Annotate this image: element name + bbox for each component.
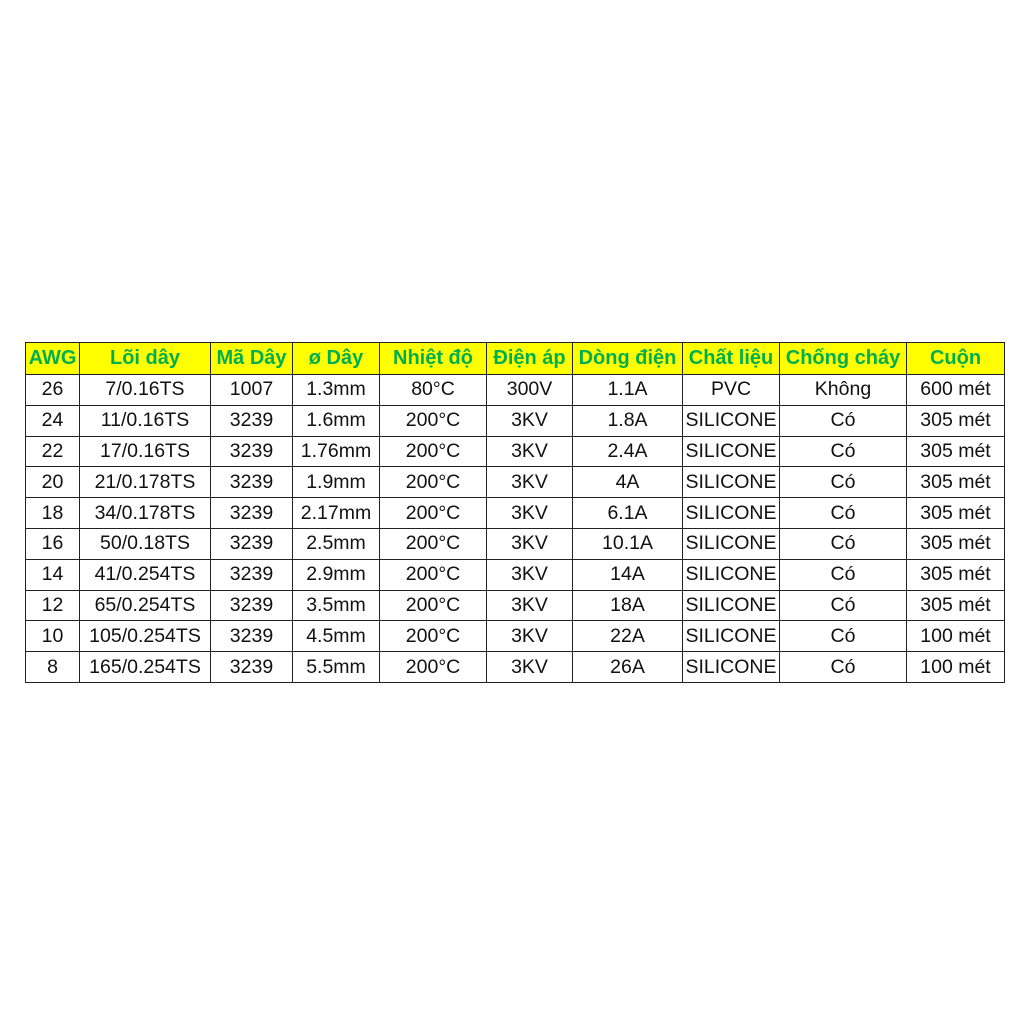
- cell-current: 22A: [573, 621, 683, 652]
- cell-material: SILICONE: [683, 528, 780, 559]
- cell-roll: 600 mét: [907, 375, 1005, 406]
- cell-temperature: 80°C: [380, 375, 487, 406]
- cell-fireproof: Có: [780, 621, 907, 652]
- cell-temperature: 200°C: [380, 528, 487, 559]
- table-row: [26, 375, 1005, 406]
- cell-roll: 305 mét: [907, 498, 1005, 529]
- header-awg: AWG: [26, 343, 80, 375]
- cell-voltage: 3KV: [487, 498, 573, 529]
- cell-roll: 305 mét: [907, 559, 1005, 590]
- table-row: [26, 559, 1005, 590]
- cell-diameter: 1.76mm: [293, 436, 380, 467]
- cell-temperature: 200°C: [380, 436, 487, 467]
- cell-fireproof: Có: [780, 467, 907, 498]
- cell-fireproof: Có: [780, 559, 907, 590]
- cell-core: 17/0.16TS: [80, 436, 211, 467]
- cell-awg: 26: [26, 375, 80, 406]
- cell-awg: 12: [26, 590, 80, 621]
- cell-material: SILICONE: [683, 621, 780, 652]
- cell-diameter: 5.5mm: [293, 652, 380, 683]
- cell-temperature: 200°C: [380, 652, 487, 683]
- cell-temperature: 200°C: [380, 405, 487, 436]
- table-row: [26, 621, 1005, 652]
- cell-core: 65/0.254TS: [80, 590, 211, 621]
- cell-current: 1.1A: [573, 375, 683, 406]
- table-row: [26, 498, 1005, 529]
- cell-core: 11/0.16TS: [80, 405, 211, 436]
- cell-material: SILICONE: [683, 436, 780, 467]
- cell-diameter: 2.17mm: [293, 498, 380, 529]
- cell-fireproof: Không: [780, 375, 907, 406]
- cell-wire-code: 3239: [211, 590, 293, 621]
- cell-wire-code: 3239: [211, 621, 293, 652]
- cell-wire-code: 3239: [211, 652, 293, 683]
- header-wire-code: Mã Dây: [211, 343, 293, 375]
- cell-material: PVC: [683, 375, 780, 406]
- header-roll: Cuộn: [907, 343, 1005, 375]
- cell-awg: 22: [26, 436, 80, 467]
- cell-voltage: 3KV: [487, 436, 573, 467]
- cell-wire-code: 3239: [211, 436, 293, 467]
- cell-voltage: 3KV: [487, 621, 573, 652]
- cell-current: 4A: [573, 467, 683, 498]
- cell-fireproof: Có: [780, 498, 907, 529]
- cell-material: SILICONE: [683, 467, 780, 498]
- cell-wire-code: 3239: [211, 498, 293, 529]
- header-row: [26, 343, 1005, 375]
- cell-core: 7/0.16TS: [80, 375, 211, 406]
- cell-fireproof: Có: [780, 405, 907, 436]
- cell-temperature: 200°C: [380, 590, 487, 621]
- cell-current: 18A: [573, 590, 683, 621]
- cell-diameter: 2.5mm: [293, 528, 380, 559]
- cell-fireproof: Có: [780, 652, 907, 683]
- table-row: [26, 590, 1005, 621]
- cell-wire-code: 3239: [211, 467, 293, 498]
- cell-core: 105/0.254TS: [80, 621, 211, 652]
- cell-voltage: 3KV: [487, 652, 573, 683]
- header-material: Chất liệu: [683, 343, 780, 375]
- cell-temperature: 200°C: [380, 467, 487, 498]
- cell-diameter: 1.6mm: [293, 405, 380, 436]
- cell-fireproof: Có: [780, 436, 907, 467]
- cell-roll: 305 mét: [907, 436, 1005, 467]
- cell-current: 1.8A: [573, 405, 683, 436]
- cell-temperature: 200°C: [380, 498, 487, 529]
- cell-core: 21/0.178TS: [80, 467, 211, 498]
- cell-wire-code: 1007: [211, 375, 293, 406]
- header-core: Lõi dây: [80, 343, 211, 375]
- header-fireproof: Chống cháy: [780, 343, 907, 375]
- cell-awg: 8: [26, 652, 80, 683]
- cell-core: 41/0.254TS: [80, 559, 211, 590]
- cell-current: 14A: [573, 559, 683, 590]
- cell-awg: 10: [26, 621, 80, 652]
- table-row: [26, 436, 1005, 467]
- cell-material: SILICONE: [683, 590, 780, 621]
- table-row: [26, 405, 1005, 436]
- cell-diameter: 1.3mm: [293, 375, 380, 406]
- cell-current: 26A: [573, 652, 683, 683]
- cell-diameter: 3.5mm: [293, 590, 380, 621]
- cell-voltage: 3KV: [487, 590, 573, 621]
- header-diameter: ø Dây: [293, 343, 380, 375]
- cell-fireproof: Có: [780, 528, 907, 559]
- cell-awg: 24: [26, 405, 80, 436]
- header-current: Dòng điện: [573, 343, 683, 375]
- cell-diameter: 4.5mm: [293, 621, 380, 652]
- cell-roll: 100 mét: [907, 652, 1005, 683]
- cell-voltage: 300V: [487, 375, 573, 406]
- cell-temperature: 200°C: [380, 559, 487, 590]
- cell-material: SILICONE: [683, 405, 780, 436]
- cell-roll: 305 mét: [907, 590, 1005, 621]
- cell-core: 165/0.254TS: [80, 652, 211, 683]
- table-row: [26, 652, 1005, 683]
- table-row: [26, 528, 1005, 559]
- cell-diameter: 1.9mm: [293, 467, 380, 498]
- cell-wire-code: 3239: [211, 405, 293, 436]
- cell-roll: 305 mét: [907, 528, 1005, 559]
- wire-spec-table: [25, 342, 1005, 683]
- cell-awg: 16: [26, 528, 80, 559]
- cell-awg: 14: [26, 559, 80, 590]
- cell-voltage: 3KV: [487, 405, 573, 436]
- cell-roll: 305 mét: [907, 467, 1005, 498]
- cell-material: SILICONE: [683, 498, 780, 529]
- cell-wire-code: 3239: [211, 559, 293, 590]
- cell-core: 50/0.18TS: [80, 528, 211, 559]
- cell-awg: 20: [26, 467, 80, 498]
- cell-voltage: 3KV: [487, 467, 573, 498]
- cell-current: 10.1A: [573, 528, 683, 559]
- wire-spec-table-container: [25, 342, 1004, 683]
- table-row: [26, 467, 1005, 498]
- cell-current: 6.1A: [573, 498, 683, 529]
- cell-awg: 18: [26, 498, 80, 529]
- cell-wire-code: 3239: [211, 528, 293, 559]
- cell-core: 34/0.178TS: [80, 498, 211, 529]
- cell-material: SILICONE: [683, 652, 780, 683]
- cell-roll: 100 mét: [907, 621, 1005, 652]
- cell-voltage: 3KV: [487, 528, 573, 559]
- header-temperature: Nhiệt độ: [380, 343, 487, 375]
- cell-roll: 305 mét: [907, 405, 1005, 436]
- header-voltage: Điện áp: [487, 343, 573, 375]
- cell-material: SILICONE: [683, 559, 780, 590]
- cell-temperature: 200°C: [380, 621, 487, 652]
- cell-voltage: 3KV: [487, 559, 573, 590]
- table-body: [26, 375, 1005, 683]
- cell-fireproof: Có: [780, 590, 907, 621]
- cell-diameter: 2.9mm: [293, 559, 380, 590]
- cell-current: 2.4A: [573, 436, 683, 467]
